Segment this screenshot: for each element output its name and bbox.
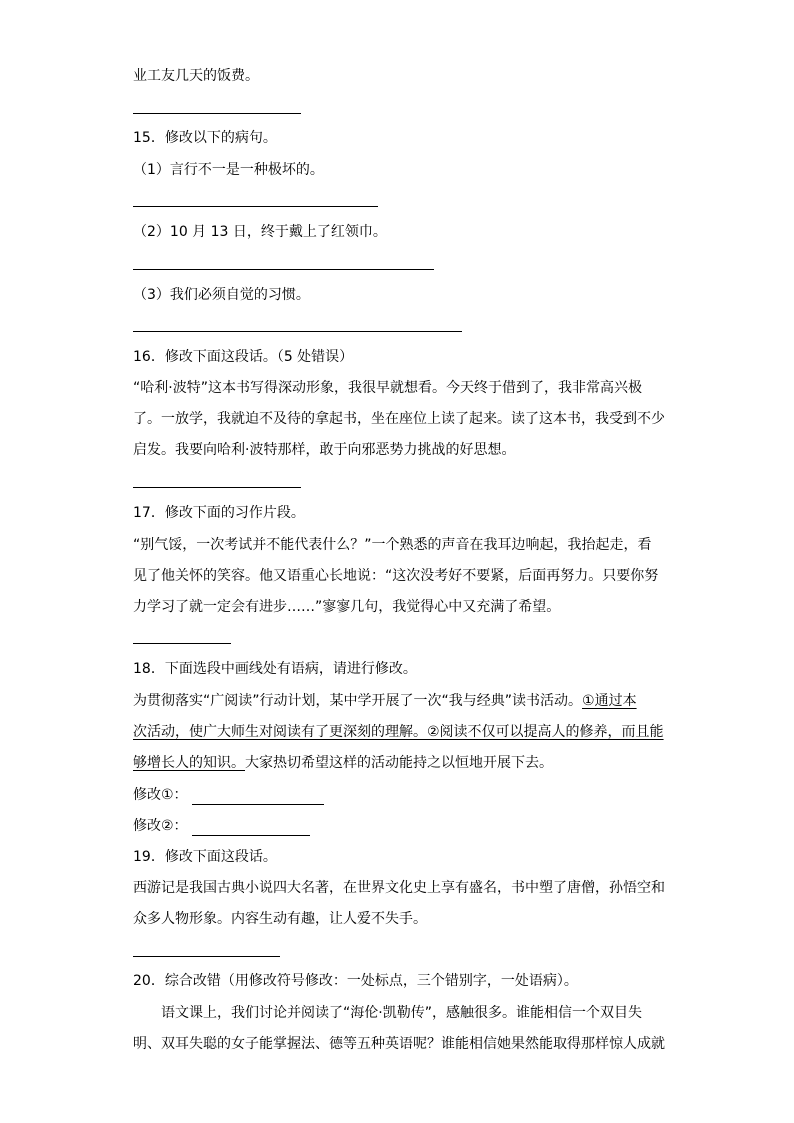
question-15-item-3: （3）我们必须自觉的习惯。	[133, 287, 310, 303]
fix-1-blank[interactable]	[192, 788, 324, 805]
answer-line[interactable]	[133, 206, 378, 207]
fix-1-label: 修改①：	[133, 787, 188, 803]
question-16-para-line: “哈利·波特”这本书写得深动形象，我很早就想看。今天终于借到了，我非常高兴极	[133, 380, 642, 396]
question-16-para-line: 了。一放学，我就迫不及待的拿起书，坐在座位上读了起来。读了这本书，我受到不少	[133, 411, 665, 427]
answer-line[interactable]	[133, 113, 301, 114]
question-20-title: 20．综合改错（用修改符号修改：一处标点，三个错别字，一处语病）。	[133, 973, 578, 989]
question-19-para-line: 众多人物形象。内容生动有趣，让人爱不失手。	[133, 911, 427, 927]
underlined-sentence-1: ①通过本	[582, 693, 637, 709]
question-19-para-line: 西游记是我国古典小说四大名著，在世界文化史上享有盛名，书中塑了唐僧，孙悟空和	[133, 880, 665, 896]
question-17-para-line: 力学习了就一定会有进步……”寥寥几句，我觉得心中又充满了希望。	[133, 599, 561, 615]
fix-2-blank[interactable]	[192, 819, 310, 836]
answer-line[interactable]	[133, 487, 301, 488]
question-15-title: 15．修改以下的病句。	[133, 130, 277, 146]
fix-2-label: 修改②：	[133, 818, 188, 834]
question-17-para-line: 见了他关怀的笑容。他又语重心长地说：“这次没考好不要紧，后面再努力。只要你努	[133, 568, 659, 584]
fix-2-row	[133, 816, 310, 836]
question-18-para-line	[133, 722, 664, 742]
question-17-title: 17．修改下面的习作片段。	[133, 505, 305, 521]
question-19-title: 19．修改下面这段话。	[133, 849, 277, 865]
question-16-para-line: 启发。我要向哈利·波特那样，敢于向邪恶势力挑战的好思想。	[133, 442, 516, 458]
plain-text: 大家热切希望这样的活动能持之以恒地开展下去。	[245, 755, 553, 771]
plain-text: 为贯彻落实“广阅读”行动计划，某中学开展了一次“我与经典”读书活动。	[133, 693, 583, 709]
answer-line[interactable]	[133, 331, 462, 332]
answer-line[interactable]	[133, 956, 280, 957]
question-15-item-1: （1）言行不一是一种极坏的。	[133, 162, 324, 178]
answer-line[interactable]	[133, 269, 434, 270]
answer-line[interactable]	[133, 643, 231, 644]
fix-1-row	[133, 785, 324, 805]
underlined-sentence-2: 够增长人的知识。	[133, 755, 245, 771]
question-17-para-line: “别气馁，一次考试并不能代表什么？”一个熟悉的声音在我耳边响起，我抬起走，看	[133, 537, 652, 553]
question-20-para-line: 明、双耳失聪的女子能掌握法、德等五种英语呢？谁能相信她果然能取得那样惊人成就	[133, 1036, 665, 1052]
question-18-title: 18．下面选段中画线处有语病，请进行修改。	[133, 661, 417, 677]
question-16-title: 16．修改下面这段话。（5 处错误）	[133, 349, 354, 365]
question-18-para-line	[133, 753, 553, 773]
question-20-para-line: 语文课上，我们讨论并阅读了“海伦·凯勒传”，感触很多。谁能相信一个双目失	[161, 1005, 642, 1021]
underlined-sentence-1-2: 次活动，使广大师生对阅读有了更深刻的理解。②阅读不仅可以提高人的修养，而且能	[133, 724, 664, 740]
question-15-item-2: （2）10 月 13 日，终于戴上了红领巾。	[133, 224, 387, 240]
question-18-para-line	[133, 691, 637, 711]
text-line: 业工友几天的饭费。	[133, 68, 259, 84]
